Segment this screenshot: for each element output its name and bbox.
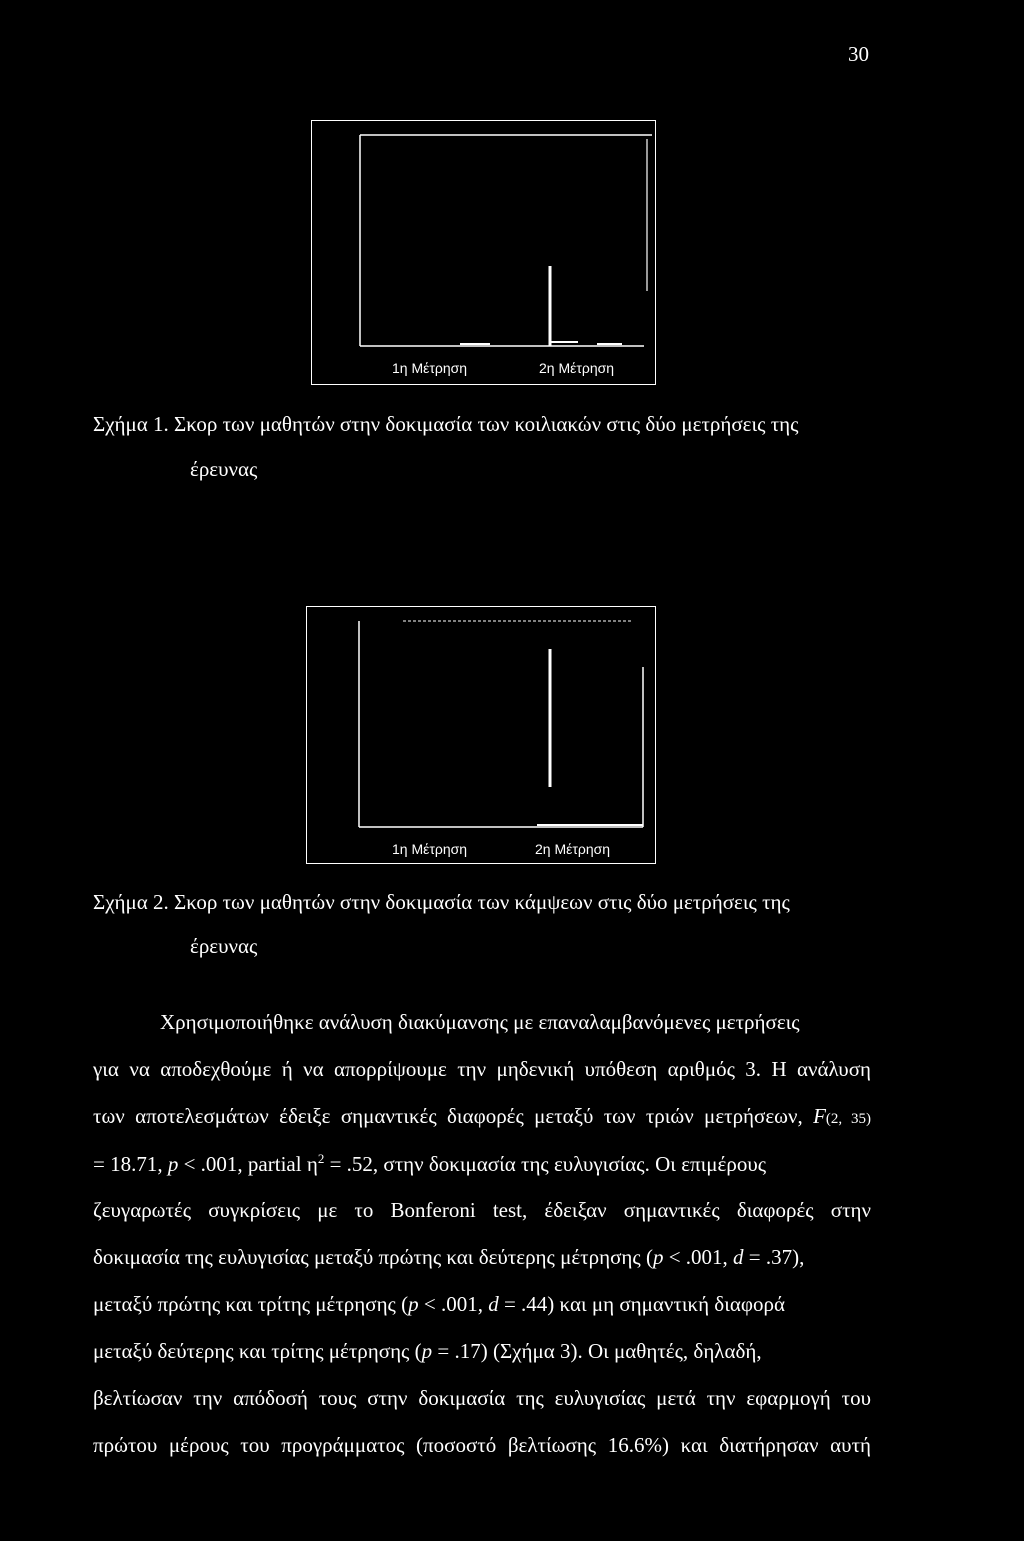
para-line-8: μεταξύ δεύτερης και τρίτης μέτρησης (p = .17) (Σχήμα 3). Οι μαθητές, δηλαδή, xyxy=(93,1339,762,1363)
x-label-2: 2η Μέτρηση xyxy=(539,360,615,376)
para-line-4: = 18.71, p < .001, partial $\eta^2 = .52$, στην δοκιμασία της ευλυγισίας. Οι επιμέρους xyxy=(93,1151,767,1176)
page-number: 30 xyxy=(848,42,869,66)
x-label-1: 1η Μέτρηση xyxy=(392,841,468,857)
para-line-9: βελτίωσαν την απόδοσή τους στην δοκιμασία της ευλυγισίας μετά την εφαρμογή του xyxy=(93,1386,871,1410)
caption-label: Σχήμα 1. xyxy=(93,412,169,436)
figure-2-plot xyxy=(307,607,657,865)
figure-2-caption-cont: έρευνας xyxy=(190,934,258,958)
figure-1-caption xyxy=(93,410,798,438)
para-line-5: ζευγαρωτές συγκρίσεις με το Bonferoni test, έδειξαν σημαντικές διαφορές στην xyxy=(93,1198,871,1222)
x-label-2: 2η Μέτρηση xyxy=(535,841,611,857)
figure-1-caption-cont: έρευνας xyxy=(190,457,258,481)
para-line-2: για να αποδεχθούμε ή να απορρίψουμε την μηδενική υπόθεση αριθμός 3. Η ανάλυση xyxy=(93,1057,871,1081)
para-line-7: μεταξύ πρώτης και τρίτης μέτρησης (p < .001, d = .44) και μη σημαντική διαφορά xyxy=(93,1292,785,1316)
figure-1-plot xyxy=(312,121,657,386)
x-label-1: 1η Μέτρηση xyxy=(392,360,468,376)
para-line-1: Χρησιμοποιήθηκε ανάλυση διακύμανσης με επαναλαμβανόμενες μετρήσεις xyxy=(160,1010,800,1034)
caption-text: Σκορ των μαθητών στην δοκιμασία των κάμψεων στις δύο μετρήσεις της xyxy=(174,890,790,914)
figure-1-chart xyxy=(311,120,656,385)
para-line-6: δοκιμασία της ευλυγισίας μεταξύ πρώτης και δεύτερης μέτρησης (p < .001, d = .37), xyxy=(93,1245,805,1269)
para-line-10: πρώτου μέρους του προγράμματος (ποσοστό βελτίωσης 16.6%) και διατήρησαν αυτή xyxy=(93,1433,871,1457)
figure-2-chart xyxy=(306,606,656,864)
caption-label: Σχήμα 2. xyxy=(93,890,169,914)
figure-2-caption xyxy=(93,888,790,916)
caption-text: Σκορ των μαθητών στην δοκιμασία των κοιλιακών στις δύο μετρήσεις της xyxy=(174,412,799,436)
para-line-3: των αποτελεσμάτων έδειξε σημαντικές διαφορές μεταξύ των τριών μετρήσεων, F(2, 35) xyxy=(93,1104,871,1128)
